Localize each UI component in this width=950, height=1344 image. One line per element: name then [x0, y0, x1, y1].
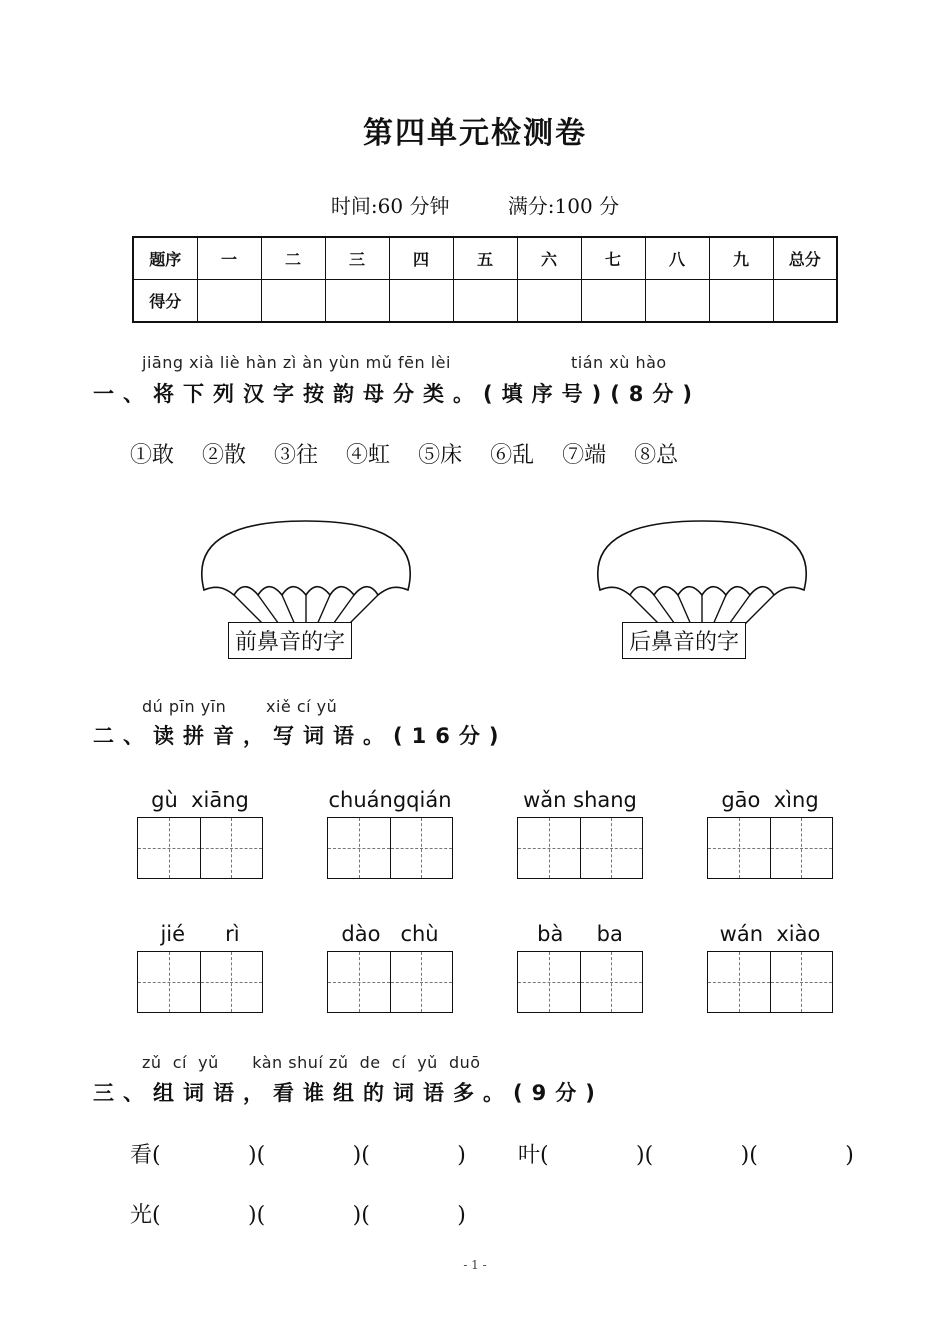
score-cell[interactable]: [261, 280, 325, 323]
q1-item: ⑧总: [634, 443, 679, 468]
writing-grid[interactable]: [327, 951, 453, 1013]
q1-heading: 一、将下列汉字按韵母分类。(填序号)(8分): [93, 382, 702, 406]
answer-blank[interactable]: (: [152, 1203, 161, 1228]
score-cell[interactable]: [453, 280, 517, 323]
answer-blank[interactable]: (: [152, 1143, 161, 1168]
q3-char: 光: [130, 1203, 153, 1228]
answer-blank[interactable]: (: [361, 1143, 370, 1168]
q1-item: ②散: [202, 443, 247, 468]
score-header-cell: 二: [261, 237, 325, 280]
answer-close: ): [457, 1143, 466, 1168]
writing-grid[interactable]: [517, 951, 643, 1013]
writing-grid[interactable]: [137, 951, 263, 1013]
answer-close: ): [740, 1143, 750, 1168]
q2-pinyin-b: xiě cí yǔ: [266, 697, 338, 716]
answer-blank[interactable]: (: [749, 1143, 758, 1168]
score-header-cell: 九: [709, 237, 773, 280]
score-row-label: 得分: [133, 280, 197, 323]
q3-row-guang: [130, 1198, 466, 1229]
score-header-cell: 一: [197, 237, 261, 280]
q1-pinyin-b: tián xù hào: [571, 353, 667, 372]
answer-close: ): [352, 1203, 362, 1228]
word-pinyin: gāo xìng: [721, 788, 819, 812]
answer-close: ): [457, 1203, 466, 1228]
word-pinyin: wán xiào: [719, 922, 821, 946]
score-table-score-row: [133, 280, 837, 323]
answer-blank[interactable]: (: [361, 1203, 370, 1228]
parachute-icon: [592, 515, 812, 630]
word-pinyin: jié rì: [160, 922, 240, 946]
answer-close: ): [248, 1203, 257, 1228]
q1-item: ③往: [274, 443, 319, 468]
score-header-cell: 总分: [773, 237, 837, 280]
score-cell[interactable]: [517, 280, 581, 323]
answer-close: ): [248, 1143, 257, 1168]
front-nasal-label: 前鼻音的字: [228, 622, 352, 659]
word-pinyin: gù xiāng: [151, 788, 249, 812]
page-title: 第四单元检测卷: [363, 116, 587, 151]
q1-item: ①敢: [130, 443, 175, 468]
q3-row-kan: [130, 1138, 466, 1169]
exam-meta: [0, 190, 950, 219]
q2-heading: 二、读拼音，写词语。(16分): [93, 724, 508, 748]
score-header-cell: 六: [517, 237, 581, 280]
score-header-cell: 题序: [133, 237, 197, 280]
score-cell[interactable]: [389, 280, 453, 323]
score-table: [132, 236, 838, 323]
writing-grid[interactable]: [327, 817, 453, 879]
page-number: - 1 -: [463, 1258, 487, 1272]
q1-character-list: [130, 438, 699, 469]
answer-close: ): [352, 1143, 362, 1168]
q3-char: 看: [130, 1143, 153, 1168]
q3-heading: 三、组词语，看谁组的词语多。(9分): [93, 1081, 604, 1105]
word-pinyin: dào chù: [341, 922, 439, 946]
score-cell[interactable]: [773, 280, 837, 323]
writing-grid[interactable]: [517, 817, 643, 879]
q1-item: ⑥乱: [490, 443, 535, 468]
q3-pinyin: zǔ cí yǔ kàn shuí zǔ de cí yǔ duō: [142, 1053, 481, 1072]
q3-row-ye: [518, 1138, 854, 1169]
score-header-cell: 七: [581, 237, 645, 280]
writing-grid[interactable]: [137, 817, 263, 879]
score-header-cell: 五: [453, 237, 517, 280]
back-nasal-label: 后鼻音的字: [622, 622, 746, 659]
word-pinyin: chuángqián: [328, 788, 452, 812]
q3-char: 叶: [518, 1143, 541, 1168]
score-header-cell: 三: [325, 237, 389, 280]
exam-time: 时间:60 分钟: [330, 194, 450, 218]
score-table-header-row: [133, 237, 837, 280]
score-header-cell: 八: [645, 237, 709, 280]
score-cell[interactable]: [197, 280, 261, 323]
writing-grid[interactable]: [707, 817, 833, 879]
answer-close: ): [636, 1143, 645, 1168]
answer-close: ): [845, 1143, 854, 1168]
q1-item: ⑤床: [418, 443, 463, 468]
answer-blank[interactable]: (: [540, 1143, 549, 1168]
score-header-cell: 四: [389, 237, 453, 280]
score-cell[interactable]: [709, 280, 773, 323]
q1-item: ④虹: [346, 443, 391, 468]
word-pinyin: wǎn shang: [523, 788, 637, 812]
score-cell[interactable]: [581, 280, 645, 323]
writing-grid[interactable]: [707, 951, 833, 1013]
q2-pinyin: dú pīn yīn: [142, 697, 227, 716]
q1-item: ⑦端: [562, 443, 607, 468]
word-pinyin: bà ba: [537, 922, 623, 946]
score-cell[interactable]: [325, 280, 389, 323]
answer-blank[interactable]: (: [644, 1143, 654, 1168]
score-cell[interactable]: [645, 280, 709, 323]
answer-blank[interactable]: (: [256, 1143, 266, 1168]
exam-full-score: 满分:100 分: [507, 194, 620, 218]
parachute-icon: [196, 515, 416, 630]
answer-blank[interactable]: (: [256, 1203, 266, 1228]
q1-pinyin: jiāng xià liè hàn zì àn yùn mǔ fēn lèi: [142, 353, 451, 372]
